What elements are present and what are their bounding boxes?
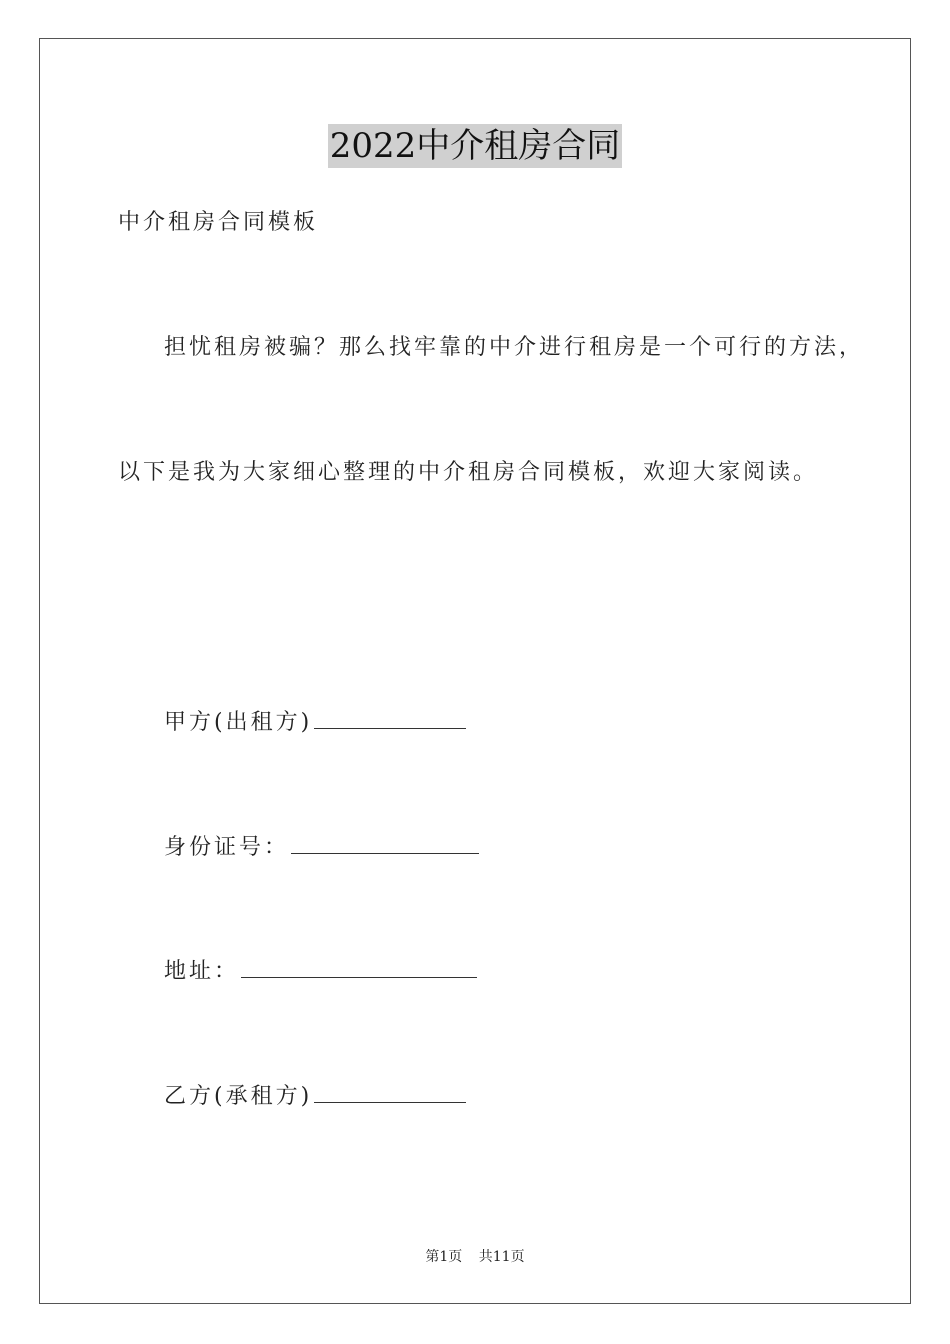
intro-paragraph-line-2: 以下是我为大家细心整理的中介租房合同模板，欢迎大家阅读。 <box>118 460 819 485</box>
page-total: 共11页 <box>478 1249 525 1265</box>
field-id-number <box>164 831 479 863</box>
field-party-b <box>164 1080 466 1112</box>
intro-paragraph-line-1: 担忧租房被骗？那么找牢靠的中介进行租房是一个可行的方法， <box>164 335 865 360</box>
field-party-a-label: 甲方(出租方) <box>164 710 313 735</box>
field-id-number-label: 身份证号： <box>164 835 290 860</box>
field-party-b-label: 乙方(承租方) <box>164 1084 313 1109</box>
document-title: 2022中介租房合同 <box>329 126 621 166</box>
page-footer <box>0 1248 950 1266</box>
page-number: 第1页 <box>425 1249 463 1265</box>
address-blank-line <box>241 955 477 978</box>
party-a-blank-line <box>314 706 466 729</box>
title-container <box>0 124 950 168</box>
field-address-label: 地址： <box>164 959 240 984</box>
field-party-a <box>164 706 466 738</box>
id-number-blank-line <box>291 831 479 854</box>
document-subtitle: 中介租房合同模板 <box>118 210 319 235</box>
field-address <box>164 955 477 987</box>
party-b-blank-line <box>314 1080 466 1103</box>
